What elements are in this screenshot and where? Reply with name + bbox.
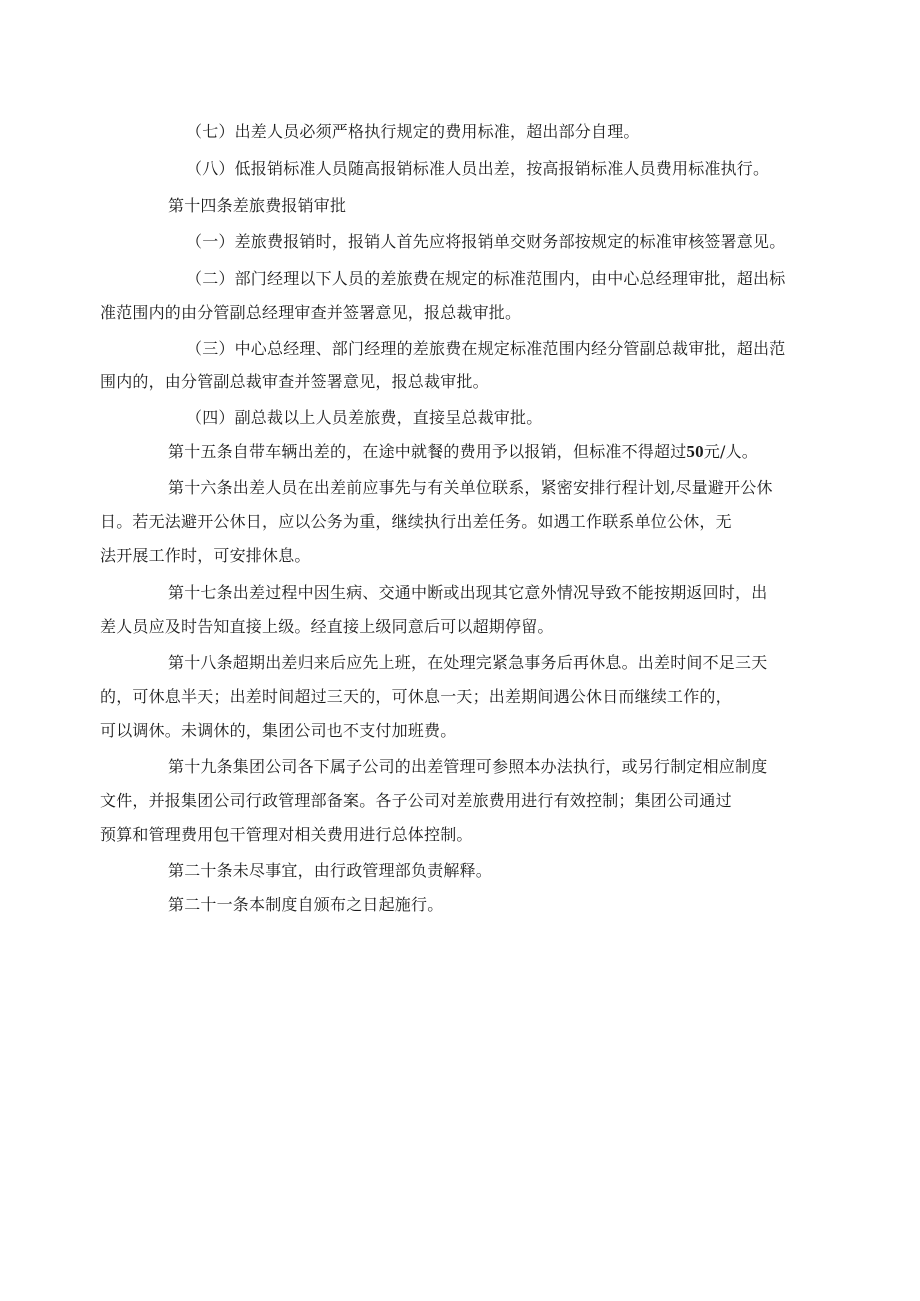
article-14-heading: 第十四条差旅费报销审批 (168, 196, 347, 215)
article-19-line2: 文件，并报集团公司行政管理部备案。各子公司对差旅费用进行有效控制；集团公司通过 (100, 791, 732, 810)
article-17-line1: 第十七条出差过程中因生病、交通中断或出现其它意外情况导致不能按期返回时，出 (168, 583, 768, 602)
article-14-item-3-line1: （三）中心总经理、部门经理的差旅费在规定标准范围内经分管副总裁审批，超出范 (186, 339, 786, 358)
article-20: 第二十条未尽事宜，由行政管理部负责解释。 (168, 861, 493, 880)
article-14-item-2-line2: 准范围内的由分管副总经理审查并签署意见，报总裁审批。 (100, 303, 522, 322)
article-15-text: 第十五条自带车辆出差的，在途中就餐的费用予以报销，但标准不得超过 (168, 442, 687, 461)
article-15 (168, 436, 758, 468)
article-19-line3: 预算和管理费用包干管理对相关费用进行总体控制。 (100, 825, 473, 844)
article-14-item-1: （一）差旅费报销时，报销人首先应将报销单交财务部按规定的标准审核签署意见。 (186, 232, 786, 251)
article-14-item-2-line1: （二）部门经理以下人员的差旅费在规定的标准范围内，由中心总经理审批，超出标 (186, 269, 786, 288)
article-14-item-3-line2: 围内的，由分管副总裁审查并签署意见，报总裁审批。 (100, 372, 489, 391)
article-17-line2: 差人员应及时告知直接上级。经直接上级同意后可以超期停留。 (100, 617, 554, 636)
meal-limit-amount: 50 (686, 442, 704, 461)
article-16-line3: 法开展工作时，可安排休息。 (100, 546, 311, 565)
paragraph-8-accompanying-staff: （八）低报销标准人员随高报销标准人员出差，按高报销标准人员费用标准执行。 (186, 159, 770, 178)
article-16-line1: 第十六条出差人员在出差前应事先与有关单位联系，紧密安排行程计划,尽量避开公休 (168, 478, 773, 497)
article-15-unit: 元/人。 (703, 442, 759, 461)
article-18-line1: 第十八条超期出差归来后应先上班，在处理完紧急事务后再休息。出差时间不足三天 (168, 653, 768, 672)
article-16-line2: 日。若无法避开公休日，应以公务为重，继续执行出差任务。如遇工作联系单位公休，无 (100, 512, 732, 531)
article-14-item-4: （四）副总裁以上人员差旅费，直接呈总裁审批。 (186, 408, 543, 427)
article-18-line2: 的，可休息半天；出差时间超过三天的，可休息一天；出差期间遇公休日而继续工作的， (100, 687, 732, 706)
article-19-line1: 第十九条集团公司各下属子公司的出差管理可参照本办法执行，或另行制定相应制度 (168, 757, 768, 776)
paragraph-7-expense-standard: （七）出差人员必须严格执行规定的费用标准，超出部分自理。 (186, 122, 640, 141)
article-18-line3: 可以调休。未调休的，集团公司也不支付加班费。 (100, 721, 457, 740)
article-21: 第二十一条本制度自颁布之日起施行。 (168, 895, 444, 914)
